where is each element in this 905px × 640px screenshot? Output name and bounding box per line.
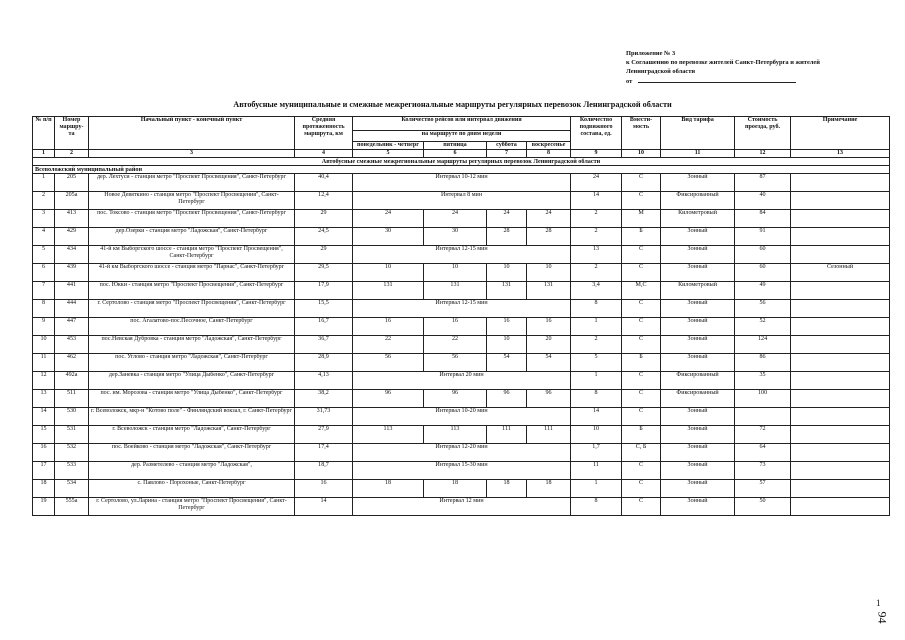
cell-tariff: Зонный	[661, 300, 735, 318]
table-row	[33, 336, 890, 354]
header-trips-sub: на маршруте по дням недели	[353, 131, 571, 142]
cell-mon-thu: 30	[353, 228, 424, 246]
cell-sat: 16	[487, 318, 527, 336]
table-row	[33, 444, 890, 462]
cell-length: 40,4	[295, 174, 353, 192]
cell-interval: Интервал 12 мин	[353, 498, 571, 516]
cell-num: 17	[33, 462, 55, 480]
cell-sun: 28	[527, 228, 571, 246]
cell-fri: 113	[424, 426, 487, 444]
cell-sat: 131	[487, 282, 527, 300]
cell-interval: Интервал 10-20 мин	[353, 408, 571, 426]
cell-interval: Интервал 12-20 мин	[353, 444, 571, 462]
cell-capacity: Б	[622, 228, 661, 246]
header-num: № п/п	[33, 117, 55, 150]
cell-interval: Интервал 10-12 мин	[353, 174, 571, 192]
cell-cost: 73	[735, 462, 791, 480]
cell-tariff: Зонный	[661, 228, 735, 246]
cell-cost: 52	[735, 318, 791, 336]
cell-length: 12,4	[295, 192, 353, 210]
cell-tariff: Зонный	[661, 318, 735, 336]
cell-sat: 10	[487, 336, 527, 354]
cell-tariff: Километровый	[661, 282, 735, 300]
column-number: 5	[353, 150, 424, 158]
cell-route: дер. Разметелево - станция метро "Ладожская",	[89, 462, 295, 480]
cell-route-no: 205а	[55, 192, 89, 210]
cell-note	[791, 390, 890, 408]
cell-tariff: Фиксированный	[661, 390, 735, 408]
table-row	[33, 174, 890, 192]
cell-route: 41-й км Выборгского шоссе - станция метро "Проспект Просвещения", Санкт-Петербург	[89, 246, 295, 264]
cell-mon-thu: 96	[353, 390, 424, 408]
cell-sun: 96	[527, 390, 571, 408]
cell-tariff: Зонный	[661, 462, 735, 480]
table-row	[33, 426, 890, 444]
handwritten-page-number: 94	[875, 611, 890, 624]
cell-sat: 111	[487, 426, 527, 444]
cell-interval: Интервал 12-15 мин	[353, 246, 571, 264]
cell-note	[791, 498, 890, 516]
header-mon-thu: понедельник - четверг	[353, 142, 424, 150]
cell-note	[791, 480, 890, 498]
cell-interval: Интервал 12-15 мин	[353, 300, 571, 318]
cell-num: 15	[33, 426, 55, 444]
cell-sun: 16	[527, 318, 571, 336]
header-trips: Количество рейсов или интервал движения	[353, 117, 571, 131]
cell-route-no: 439	[55, 264, 89, 282]
section-header: Автобусные смежные межрегиональные маршруты регулярных перевозок Ленинградской области	[33, 158, 890, 166]
cell-cost: 60	[735, 264, 791, 282]
cell-qty: 24	[571, 174, 622, 192]
cell-length: 17,4	[295, 444, 353, 462]
cell-qty: 14	[571, 192, 622, 210]
cell-length: 14	[295, 498, 353, 516]
cell-tariff: Зонный	[661, 498, 735, 516]
cell-route: дер. Лехтуси - станция метро "Проспект Просвещения", Санкт-Петербург	[89, 174, 295, 192]
cell-qty: 1	[571, 372, 622, 390]
cell-tariff: Зонный	[661, 408, 735, 426]
cell-route: дер.Озерки - станция метро "Ладожская", Санкт-Петербург	[89, 228, 295, 246]
column-number: 3	[89, 150, 295, 158]
cell-route: пос. Агалатово-пос.Песочное, Санкт-Петербург	[89, 318, 295, 336]
column-number: 13	[791, 150, 890, 158]
cell-fri: 16	[424, 318, 487, 336]
header-tariff: Вид тарифа	[661, 117, 735, 150]
cell-route-no: 441	[55, 282, 89, 300]
cell-capacity: Б	[622, 426, 661, 444]
cell-note: Сезонный	[791, 264, 890, 282]
cell-num: 11	[33, 354, 55, 372]
cell-tariff: Километровый	[661, 210, 735, 228]
cell-num: 8	[33, 300, 55, 318]
cell-route: 41-й км Выборгского шоссе - станция метро "Парнас", Санкт-Петербург	[89, 264, 295, 282]
cell-tariff: Зонный	[661, 426, 735, 444]
table-row	[33, 210, 890, 228]
cell-cost: 72	[735, 426, 791, 444]
cell-qty: 2	[571, 336, 622, 354]
cell-num: 5	[33, 246, 55, 264]
cell-route-no: 413	[55, 210, 89, 228]
cell-sun: 20	[527, 336, 571, 354]
table-row	[33, 372, 890, 390]
cell-num: 18	[33, 480, 55, 498]
cell-capacity: С	[622, 174, 661, 192]
cell-cost: 87	[735, 174, 791, 192]
cell-num: 6	[33, 264, 55, 282]
cell-note	[791, 228, 890, 246]
cell-qty: 13	[571, 246, 622, 264]
cell-cost: 86	[735, 354, 791, 372]
cell-capacity: М	[622, 210, 661, 228]
cell-qty: 1,7	[571, 444, 622, 462]
cell-cost: 40	[735, 192, 791, 210]
cell-capacity: С	[622, 462, 661, 480]
cell-fri: 131	[424, 282, 487, 300]
table-row	[33, 390, 890, 408]
cell-capacity: С	[622, 390, 661, 408]
cell-note	[791, 210, 890, 228]
column-number: 2	[55, 150, 89, 158]
cell-route-no: 462	[55, 354, 89, 372]
cell-cost: 49	[735, 282, 791, 300]
cell-num: 3	[33, 210, 55, 228]
cell-route-no: 429	[55, 228, 89, 246]
cell-num: 19	[33, 498, 55, 516]
cell-route: г. Сертолово, ул.Ларина - станция метро "Проспект Просвещения", Санкт-Петербург	[89, 498, 295, 516]
cell-note	[791, 318, 890, 336]
cell-length: 4,13	[295, 372, 353, 390]
cell-sun: 18	[527, 480, 571, 498]
header-qty: Количество подвижного состава, ед.	[571, 117, 622, 150]
cell-cost	[735, 408, 791, 426]
table-row	[33, 498, 890, 516]
cell-tariff: Фиксированный	[661, 372, 735, 390]
cell-length: 29,5	[295, 264, 353, 282]
cell-route: пос. им. Морозова - станция метро "Улица Дыбенко", Санкт-Петербург	[89, 390, 295, 408]
cell-num: 10	[33, 336, 55, 354]
cell-route-no: 533	[55, 462, 89, 480]
cell-route-no: 453	[55, 336, 89, 354]
column-number: 6	[424, 150, 487, 158]
cell-route: пос. Юкки - станция метро "Проспект Просвещения", Санкт-Петербург	[89, 282, 295, 300]
cell-note	[791, 372, 890, 390]
cell-route: пос. Токсово - станция метро "Проспект Просвещения", Санкт-Петербург	[89, 210, 295, 228]
column-number: 8	[527, 150, 571, 158]
cell-capacity: С	[622, 246, 661, 264]
cell-fri: 10	[424, 264, 487, 282]
cell-length: 29	[295, 210, 353, 228]
cell-capacity: С, Б	[622, 444, 661, 462]
cell-mon-thu: 16	[353, 318, 424, 336]
cell-qty: 8	[571, 498, 622, 516]
cell-cost: 100	[735, 390, 791, 408]
cell-capacity: С	[622, 264, 661, 282]
cell-cost: 84	[735, 210, 791, 228]
cell-route-no: 444	[55, 300, 89, 318]
table-row	[33, 480, 890, 498]
cell-route: с. Павлово - Порохоные, Санкт-Петербург	[89, 480, 295, 498]
cell-qty: 5	[571, 354, 622, 372]
district-header: Всеволожский муниципальный район	[33, 166, 890, 174]
cell-num: 12	[33, 372, 55, 390]
column-number: 10	[622, 150, 661, 158]
cell-tariff: Зонный	[661, 246, 735, 264]
cell-sun: 54	[527, 354, 571, 372]
cell-interval: Интервал 15-30 мин	[353, 462, 571, 480]
cell-length: 29	[295, 246, 353, 264]
cell-route-no: 447	[55, 318, 89, 336]
column-number: 7	[487, 150, 527, 158]
cell-num: 14	[33, 408, 55, 426]
cell-cost: 50	[735, 498, 791, 516]
column-number: 4	[295, 150, 353, 158]
header-note: Примечание	[791, 117, 890, 150]
cell-route: пос. Углово - станция метро "Ладожская", Санкт-Петербург	[89, 354, 295, 372]
cell-sat: 18	[487, 480, 527, 498]
cell-qty: 11	[571, 462, 622, 480]
cell-qty: 8	[571, 390, 622, 408]
cell-qty: 1	[571, 480, 622, 498]
cell-capacity: С	[622, 408, 661, 426]
table-row	[33, 228, 890, 246]
cell-interval: Интервал 8 мин	[353, 192, 571, 210]
cell-route-no: 492а	[55, 372, 89, 390]
cell-tariff: Зонный	[661, 264, 735, 282]
cell-note	[791, 192, 890, 210]
cell-note	[791, 336, 890, 354]
cell-tariff: Фиксированный	[661, 192, 735, 210]
table-row	[33, 282, 890, 300]
date-blank-line	[638, 76, 796, 83]
cell-capacity: С	[622, 336, 661, 354]
cell-qty: 10	[571, 426, 622, 444]
cell-sat: 28	[487, 228, 527, 246]
cell-length: 17,9	[295, 282, 353, 300]
header-route: Начальный пункт - конечный пункт	[89, 117, 295, 150]
header-route-no: Номер маршру-та	[55, 117, 89, 150]
cell-qty: 14	[571, 408, 622, 426]
header-fri: пятница	[424, 142, 487, 150]
cell-route-no: 530	[55, 408, 89, 426]
cell-note	[791, 462, 890, 480]
cell-interval: Интервал 20 мин	[353, 372, 571, 390]
cell-qty: 3,4	[571, 282, 622, 300]
cell-sun: 10	[527, 264, 571, 282]
cell-mon-thu: 22	[353, 336, 424, 354]
cell-route: пос. Воейково - станция метро "Ладожская", Санкт-Петербург	[89, 444, 295, 462]
cell-fri: 56	[424, 354, 487, 372]
cell-note	[791, 174, 890, 192]
cell-capacity: С	[622, 300, 661, 318]
column-number: 9	[571, 150, 622, 158]
cell-route-no: 511	[55, 390, 89, 408]
cell-note	[791, 408, 890, 426]
cell-route-no: 434	[55, 246, 89, 264]
cell-capacity: М,С	[622, 282, 661, 300]
cell-mon-thu: 10	[353, 264, 424, 282]
cell-mon-thu: 56	[353, 354, 424, 372]
cell-sat: 24	[487, 210, 527, 228]
cell-num: 1	[33, 174, 55, 192]
cell-note	[791, 246, 890, 264]
header-cost: Стоимость проезда, руб.	[735, 117, 791, 150]
cell-fri: 24	[424, 210, 487, 228]
cell-cost: 124	[735, 336, 791, 354]
table-row	[33, 408, 890, 426]
cell-route: пос.Невская Дубровка - станция метро "Ладожская", Санкт-Петербург	[89, 336, 295, 354]
cell-qty: 8	[571, 300, 622, 318]
cell-cost: 60	[735, 246, 791, 264]
cell-num: 2	[33, 192, 55, 210]
cell-capacity: С	[622, 318, 661, 336]
cell-cost: 56	[735, 300, 791, 318]
header-capacity: Вмести-мость	[622, 117, 661, 150]
cell-length: 15,5	[295, 300, 353, 318]
cell-note	[791, 282, 890, 300]
cell-qty: 2	[571, 210, 622, 228]
appendix-block	[626, 49, 820, 86]
cell-fri: 96	[424, 390, 487, 408]
cell-capacity: С	[622, 480, 661, 498]
cell-capacity: С	[622, 498, 661, 516]
cell-fri: 22	[424, 336, 487, 354]
header-sat: суббота	[487, 142, 527, 150]
cell-length: 38,2	[295, 390, 353, 408]
cell-route-no: 531	[55, 426, 89, 444]
table-row	[33, 318, 890, 336]
appendix-line-2: к Соглашению по перевозке жителей Санкт-Петербурга и жителей	[626, 59, 820, 66]
cell-sun: 111	[527, 426, 571, 444]
document-title: Автобусные муниципальные и смежные межрегиональные маршруты регулярных перевозок Ленинградской области	[233, 100, 672, 109]
cell-length: 27,9	[295, 426, 353, 444]
cell-qty: 1	[571, 318, 622, 336]
cell-note	[791, 426, 890, 444]
cell-route: дер.Заневка - станция метро "Улица Дыбенко", Санкт-Петербург	[89, 372, 295, 390]
appendix-line-1: Приложение № 3	[626, 50, 676, 57]
page-number: 1	[876, 598, 881, 608]
cell-sat: 54	[487, 354, 527, 372]
cell-qty: 2	[571, 264, 622, 282]
cell-sat: 10	[487, 264, 527, 282]
cell-note	[791, 444, 890, 462]
table-row	[33, 462, 890, 480]
cell-length: 31,73	[295, 408, 353, 426]
appendix-line-3: Ленинградской области	[626, 68, 696, 75]
cell-num: 16	[33, 444, 55, 462]
column-number: 1	[33, 150, 55, 158]
cell-cost: 91	[735, 228, 791, 246]
cell-mon-thu: 113	[353, 426, 424, 444]
cell-num: 7	[33, 282, 55, 300]
cell-cost: 57	[735, 480, 791, 498]
cell-fri: 18	[424, 480, 487, 498]
cell-num: 13	[33, 390, 55, 408]
cell-num: 4	[33, 228, 55, 246]
routes-table	[32, 116, 890, 516]
cell-sun: 131	[527, 282, 571, 300]
cell-sat: 96	[487, 390, 527, 408]
cell-cost: 64	[735, 444, 791, 462]
header-length: Средняя протяженность маршрута, км	[295, 117, 353, 150]
cell-route: Новое Девяткино - станция метро "Проспект Просвещения", Санкт-Петербург	[89, 192, 295, 210]
cell-route-no: 555а	[55, 498, 89, 516]
cell-route-no: 532	[55, 444, 89, 462]
cell-route-no: 534	[55, 480, 89, 498]
table-row	[33, 300, 890, 318]
table-row	[33, 264, 890, 282]
cell-length: 16	[295, 480, 353, 498]
cell-capacity: Б	[622, 354, 661, 372]
cell-fri: 30	[424, 228, 487, 246]
cell-route: г. Всеволожск - станция метро "Ладожская", Санкт-Петербург	[89, 426, 295, 444]
header-sun: воскресенье	[527, 142, 571, 150]
cell-tariff: Зонный	[661, 336, 735, 354]
cell-note	[791, 300, 890, 318]
cell-length: 24,5	[295, 228, 353, 246]
cell-capacity: С	[622, 372, 661, 390]
cell-capacity: С	[622, 192, 661, 210]
appendix-line-4: от	[626, 78, 633, 85]
cell-cost: 35	[735, 372, 791, 390]
cell-length: 16,7	[295, 318, 353, 336]
cell-route: г. Всеволожск, мкр-н "Котово поле" - Финляндский вокзал, г. Санкт-Петербург	[89, 408, 295, 426]
cell-length: 18,7	[295, 462, 353, 480]
cell-note	[791, 354, 890, 372]
cell-tariff: Зонный	[661, 174, 735, 192]
cell-num: 9	[33, 318, 55, 336]
table-row	[33, 354, 890, 372]
cell-route-no: 205	[55, 174, 89, 192]
cell-tariff: Зонный	[661, 354, 735, 372]
cell-length: 28,9	[295, 354, 353, 372]
cell-mon-thu: 131	[353, 282, 424, 300]
cell-mon-thu: 24	[353, 210, 424, 228]
cell-qty: 2	[571, 228, 622, 246]
cell-sun: 24	[527, 210, 571, 228]
table-row	[33, 192, 890, 210]
cell-tariff: Зонный	[661, 444, 735, 462]
cell-mon-thu: 18	[353, 480, 424, 498]
cell-length: 36,7	[295, 336, 353, 354]
column-number: 11	[661, 150, 735, 158]
cell-route: г. Сертолово - станция метро "Проспект Просвещения", Санкт-Петербург	[89, 300, 295, 318]
table-row	[33, 246, 890, 264]
column-number-row	[33, 150, 890, 158]
column-number: 12	[735, 150, 791, 158]
cell-tariff: Зонный	[661, 480, 735, 498]
